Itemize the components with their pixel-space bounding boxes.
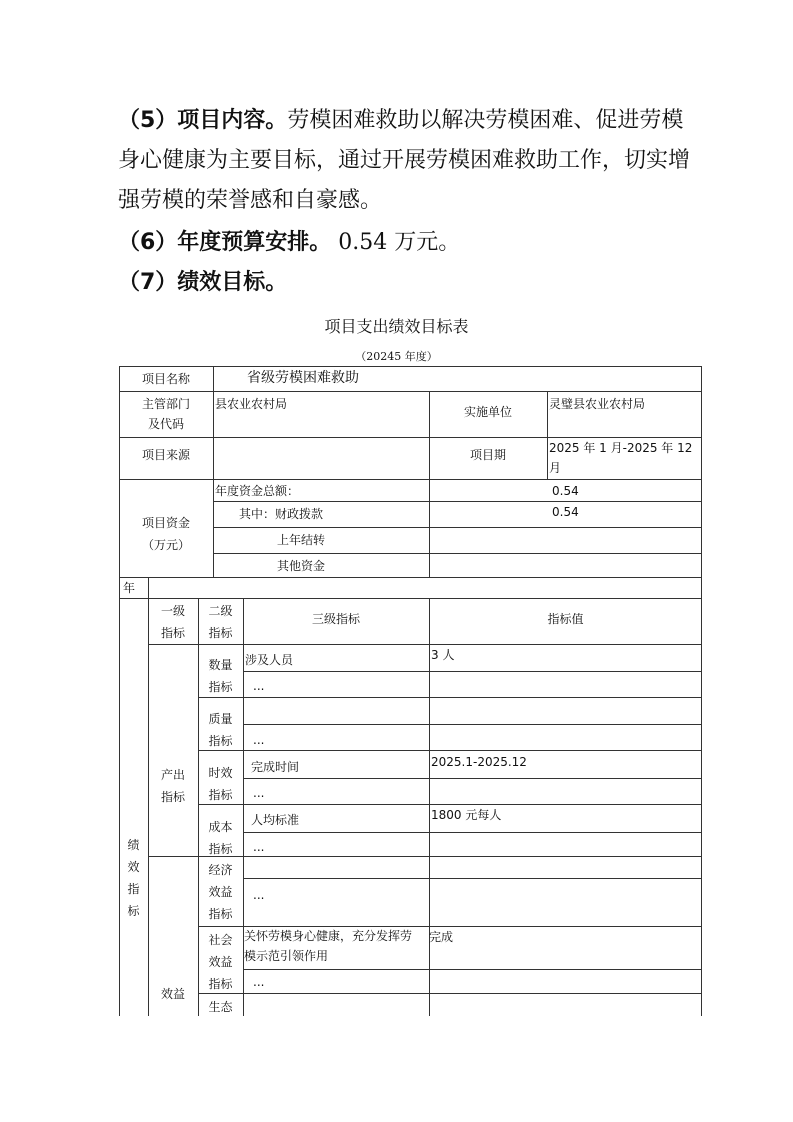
performance-indicator-label: 绩 效 指 标	[127, 838, 140, 918]
budget-heading: （6）年度预算安排。	[118, 230, 332, 255]
source-label: 项目来源	[141, 448, 190, 462]
level2-header: 二级 指标	[208, 604, 233, 640]
project-name-label: 项目名称	[141, 372, 190, 386]
fiscal-label: 其中：财政拨款	[239, 507, 324, 521]
fiscal-value: 0.54	[552, 505, 579, 519]
social-value: 完成	[429, 930, 454, 944]
timeliness-indicator-label: 时效 指标	[208, 766, 233, 802]
social-benefit-label: 社会 效益 指标	[208, 933, 233, 991]
output-indicator-label: 产出 指标	[160, 768, 185, 804]
cost-ellipsis: ...	[253, 840, 265, 854]
carryover-label: 上年结转	[277, 533, 326, 547]
timeliness-value: 2025.1-2025.12	[431, 755, 527, 769]
performance-goal-heading: （7）绩效目标。	[118, 270, 288, 295]
quantity-indicator-label: 数量 指标	[208, 658, 233, 694]
period-value: 2025 年 1 月-2025 年 12 月	[549, 441, 693, 475]
benefit-indicator-label: 效益	[160, 987, 185, 1001]
social-ellipsis: ...	[253, 975, 265, 989]
quantity-item: 涉及人员	[245, 653, 294, 667]
table-subtitle: （20245 年度）	[355, 350, 438, 363]
value-header: 指标值	[547, 612, 584, 626]
quantity-ellipsis: ...	[253, 679, 265, 693]
paragraph-performance-goal	[118, 270, 287, 296]
economic-benefit-label: 经济 效益 指标	[208, 863, 233, 921]
quantity-value: 3 人	[431, 648, 455, 662]
period-label: 项目期	[469, 448, 506, 462]
annual-total-label: 年度资金总额：	[215, 484, 300, 498]
project-content-heading: （5）项目内容。	[118, 108, 288, 133]
level1-header: 一级 指标	[160, 604, 185, 640]
dept-value: 县农业农村局	[215, 397, 288, 411]
cost-indicator-label: 成本 指标	[208, 820, 233, 856]
cost-value: 1800 元每人	[431, 808, 502, 822]
table-title: 项目支出绩效目标表	[324, 317, 469, 336]
quality-indicator-label: 质量 指标	[208, 712, 233, 748]
impl-label: 实施单位	[463, 405, 512, 419]
paragraph-budget	[118, 230, 460, 256]
paragraph-project-content-line2: 身心健康为主要目标，通过开展劳模困难救助工作，切实增	[118, 148, 691, 173]
project-content-text: 劳模困难救助以解决劳模困难、促进劳模	[287, 108, 684, 133]
other-funds-label: 其他资金	[277, 559, 326, 573]
impl-value: 灵璧县农业农村局	[549, 397, 646, 411]
performance-table	[119, 366, 702, 1016]
funds-label: 项目资金 （万元）	[141, 516, 190, 552]
dept-label: 主管部门 及代码	[141, 397, 190, 431]
paragraph-project-content-line1	[118, 108, 683, 134]
project-name-value: 省级劳模困难救助	[247, 370, 359, 386]
ecological-benefit-label: 生态	[208, 1000, 233, 1014]
economic-ellipsis: ...	[253, 888, 265, 902]
budget-value: 0.54 万元。	[331, 230, 461, 255]
year-label: 年	[123, 581, 136, 595]
cost-item: 人均标准	[251, 813, 300, 827]
social-item: 关怀劳模身心健康，充分发挥劳 模示范引领作用	[244, 929, 413, 963]
timeliness-item: 完成时间	[251, 760, 300, 774]
level3-header: 三级指标	[311, 612, 360, 626]
timeliness-ellipsis: ...	[253, 786, 265, 800]
annual-total-value: 0.54	[552, 484, 579, 498]
paragraph-project-content-line3: 强劳模的荣誉感和自豪感。	[118, 188, 383, 213]
quality-ellipsis: ...	[253, 733, 265, 747]
